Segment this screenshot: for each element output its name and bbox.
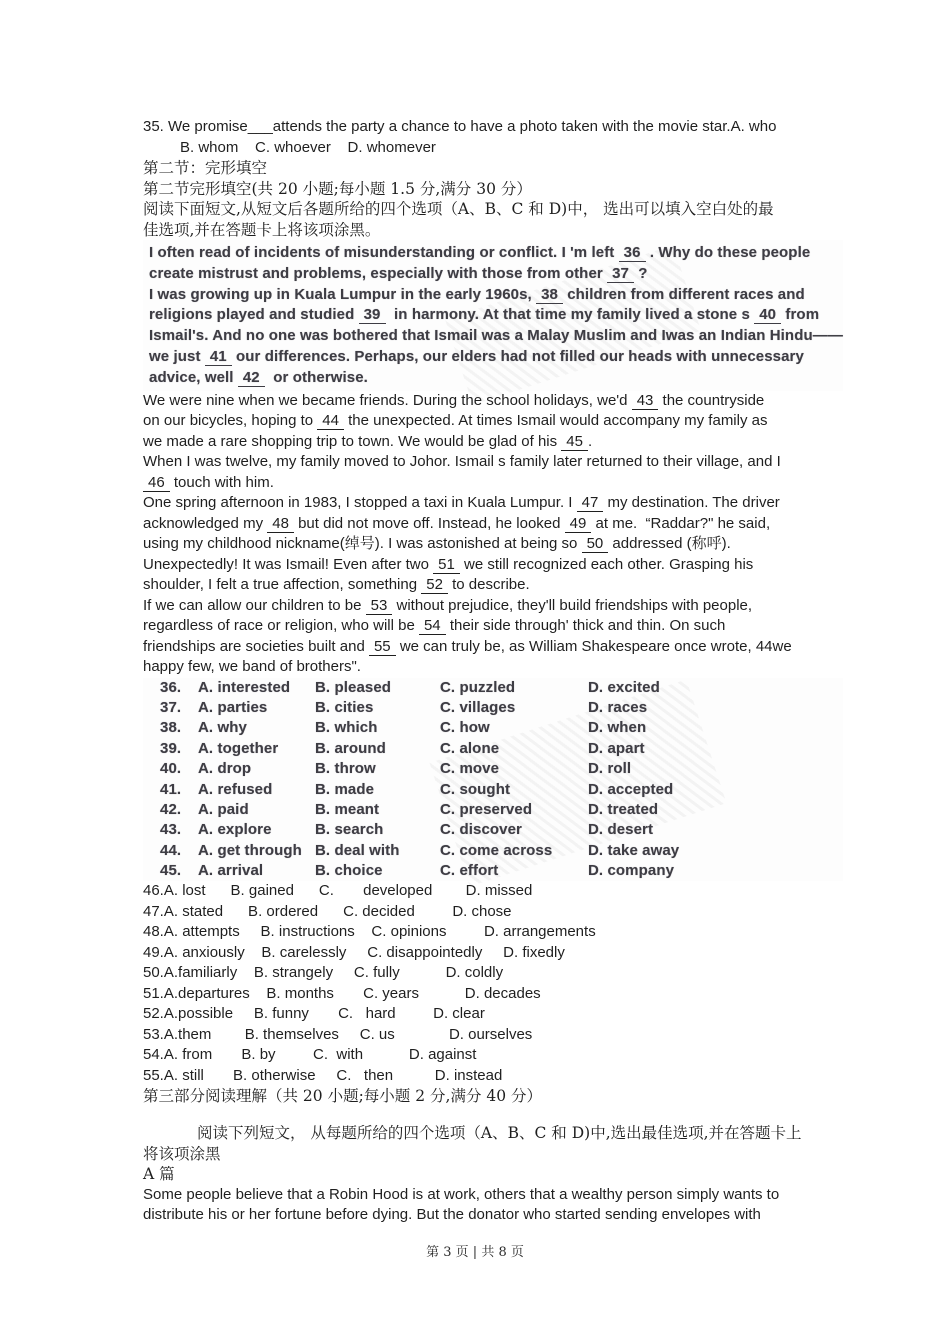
cloze-blank: 39: [359, 306, 386, 324]
option-b: B. deal with: [315, 841, 400, 859]
option-row-50: 50.A.familiarly B. strangely C. fully D. coldly: [143, 964, 504, 982]
option-b: B. cities: [315, 698, 374, 716]
option-number: 42.: [160, 800, 182, 818]
option-c: C. villages: [440, 698, 516, 716]
option-row-36: [143, 678, 843, 698]
option-c: C. alone: [440, 739, 500, 757]
cloze-body-line: 46 touch with him.: [143, 473, 843, 494]
cloze-blank: 37: [607, 265, 634, 283]
option-row-54: 54.A. from B. by C. with D. against: [143, 1046, 477, 1064]
option-d: D. company: [588, 862, 675, 880]
option-row-52: 52.A.possible B. funny C. hard D. clear: [143, 1005, 485, 1023]
cloze-body-line: on our bicycles, hoping to 44 the unexpected. At times Ismail would accompany my family as: [143, 412, 768, 430]
option-row-41: [143, 780, 843, 800]
option-number: 41.: [160, 780, 182, 798]
cloze-body-line: We were nine when we became friends. During the school holidays, we'd 43 the countryside: [143, 391, 765, 409]
option-d: D. apart: [588, 739, 645, 757]
section3-instructions-line1: 阅读下列短文， 从每题所给的四个选项（A、B、C 和 D)中,选出最佳选项,并在答题卡上: [197, 1124, 802, 1143]
option-a: A. drop: [198, 760, 252, 778]
option-d: D. excited: [588, 678, 660, 696]
option-row-46: 46.A. lost B. gained C. developed D. missed: [143, 882, 533, 900]
cloze-body-line: One spring afternoon in 1983, I stopped a taxi in Kuala Lumpur. I 47 my destination. The driver: [143, 494, 780, 512]
cloze-line: advice, well 42 or otherwise.: [149, 368, 368, 386]
cloze-blank: 36: [619, 244, 646, 262]
cloze-line: Ismail's. And no one was bothered that Ismail was a Malay Muslim and Iwas an Indian Hindu——: [149, 327, 843, 345]
option-c: C. move: [440, 760, 500, 778]
option-d: D. desert: [588, 821, 654, 839]
cloze-line: I was growing up in Kuala Lumpur in the early 1960s, 38 children from different races and: [149, 285, 805, 303]
option-b: B. choice: [315, 862, 383, 880]
cloze-blank: 46: [143, 474, 170, 492]
cloze-blank: 51: [433, 556, 460, 574]
cloze-body-line: friendships are societies built and 55 we can truly be, as William Shakespeare once wrote, 44we: [143, 637, 792, 655]
option-b: B. pleased: [315, 678, 392, 696]
cloze-body-line: happy few, we band of brothers".: [143, 658, 361, 676]
cloze-line: religions played and studied 39 in harmony. At that time my family lived a stone s 40 from: [149, 306, 820, 324]
option-a: A. why: [198, 719, 247, 737]
cloze-blank: 52: [421, 576, 448, 594]
options-36-45-scanned: [143, 678, 843, 882]
option-a: A. arrival: [198, 862, 264, 880]
section3-title: 第三部分阅读理解（共 20 小题;每小题 2 分,满分 40 分）: [143, 1087, 543, 1106]
option-d: D. roll: [588, 760, 632, 778]
option-d: D. when: [588, 719, 647, 737]
cloze-line: I often read of incidents of misunderstanding or conflict. I 'm left 36 . Why do these people: [149, 244, 811, 261]
option-row-53: 53.A.them B. themselves C. us D. ourselves: [143, 1025, 533, 1043]
cloze-blank: 40: [754, 306, 781, 324]
option-b: B. throw: [315, 760, 376, 778]
passage-a-line: distribute his or her fortune before dying. But the donator who started sending envelopes with: [143, 1206, 761, 1224]
option-number: 37.: [160, 698, 182, 716]
option-number: 45.: [160, 862, 182, 880]
cloze-blank: 50: [582, 535, 609, 553]
cloze-body-line: we made a rare shopping trip to town. We would be glad of his 45 .: [143, 432, 593, 450]
cloze-body-line: acknowledged my 48 but did not move off. Instead, he looked 49 at me. “Raddar?" he said,: [143, 514, 771, 532]
cloze-body-line: using my childhood nickname(绰号). I was astonished at being so 50 addressed (称呼).: [143, 535, 731, 553]
cloze-blank: 38: [536, 286, 563, 304]
cloze-blank: 44: [317, 412, 344, 430]
cloze-blank: 54: [419, 617, 446, 635]
option-c: C. puzzled: [440, 678, 516, 696]
option-row-51: 51.A.departures B. months C. years D. decades: [143, 984, 541, 1002]
cloze-passage-scanned: [143, 240, 843, 391]
option-row-48: 48.A. attempts B. instructions C. opinions D. arrangements: [143, 923, 596, 941]
option-a: A. together: [198, 739, 279, 757]
option-row-37: [143, 698, 843, 718]
option-c: C. come across: [440, 841, 553, 859]
cloze-blank: 45: [561, 433, 588, 451]
option-a: A. explore: [198, 821, 272, 839]
blank-line: [143, 1107, 843, 1124]
question-35-options: B. whom C. whoever D. whomever: [180, 138, 436, 156]
section2-instructions-line2: 佳选项,并在答题卡上将该项涂黑。: [143, 220, 381, 239]
option-d: D. accepted: [588, 780, 674, 798]
passage-a-label: A 篇: [143, 1165, 175, 1184]
option-number: 36.: [160, 678, 182, 696]
option-number: 38.: [160, 719, 182, 737]
option-b: B. which: [315, 719, 378, 737]
option-c: C. how: [440, 719, 490, 737]
cloze-line: create mistrust and problems, especially with those from other 37 ?: [149, 264, 648, 282]
cloze-body-line: When I was twelve, my family moved to Johor. Ismail s family later returned to their village, and I: [143, 453, 781, 471]
option-row-44: [143, 841, 843, 861]
section2-subtitle: 第二节完形填空(共 20 小题;每小题 1.5 分,满分 30 分）: [143, 179, 532, 198]
cloze-blank: 49: [565, 515, 592, 533]
option-row-38: [143, 718, 843, 738]
cloze-blank: 48: [267, 515, 294, 533]
option-a: A. refused: [198, 780, 273, 798]
option-a: A. get through: [198, 841, 302, 859]
cloze-body-line: If we can allow our children to be 53 without prejudice, they'll build friendships with people,: [143, 596, 753, 614]
option-a: A. interested: [198, 678, 291, 696]
option-row-43: [143, 820, 843, 840]
option-a: A. paid: [198, 800, 249, 818]
passage-a-line: Some people believe that a Robin Hood is at work, others that a wealthy person simply wants to: [143, 1185, 780, 1203]
cloze-body-line: Unexpectedly! It was Ismail! Even after two 51 we still recognized each other. Grasping his: [143, 555, 754, 573]
cloze-line: we just 41 our differences. Perhaps, our elders had not filled our heads with unnecessary: [149, 347, 804, 365]
option-row-47: 47.A. stated B. ordered C. decided D. chose: [143, 902, 512, 920]
cloze-blank: 47: [577, 494, 604, 512]
option-row-39: [143, 739, 843, 759]
section3-instructions-line2: 将该项涂黑: [143, 1144, 221, 1163]
cloze-blank: 53: [366, 597, 393, 615]
option-c: C. discover: [440, 821, 522, 839]
option-row-40: [143, 759, 843, 779]
cloze-body-line: shoulder, I felt a true affection, something 52 to describe.: [143, 576, 530, 594]
option-row-42: [143, 800, 843, 820]
option-b: B. meant: [315, 800, 380, 818]
option-number: 39.: [160, 739, 182, 757]
cloze-blank: 55: [369, 638, 396, 656]
option-row-49: 49.A. anxiously B. carelessly C. disappointedly D. fixedly: [143, 943, 565, 961]
cloze-blank: 42: [238, 369, 265, 387]
option-d: D. take away: [588, 841, 680, 859]
cloze-blank: 41: [205, 348, 232, 366]
cloze-body-line: regardless of race or religion, who will be 54 their side through' thick and thin. On such: [143, 617, 726, 635]
option-number: 43.: [160, 821, 182, 839]
option-row-45: [143, 861, 843, 881]
option-b: B. around: [315, 739, 386, 757]
option-number: 44.: [160, 841, 182, 859]
option-d: D. treated: [588, 800, 659, 818]
page-number-footer: 第 3 页 | 共 8 页: [426, 1245, 524, 1260]
option-b: B. search: [315, 821, 384, 839]
option-c: C. preserved: [440, 800, 533, 818]
option-d: D. races: [588, 698, 648, 716]
option-c: C. effort: [440, 862, 499, 880]
option-row-55: 55.A. still B. otherwise C. then D. instead: [143, 1066, 503, 1084]
option-b: B. made: [315, 780, 375, 798]
question-35-stem: 35. We promise___attends the party a chance to have a photo taken with the movie star.A. who: [143, 118, 777, 135]
section2-instructions-line1: 阅读下面短文,从短文后各题所给的四个选项（A、B、C 和 D)中， 选出可以填入空白处的最: [143, 200, 774, 218]
option-c: C. sought: [440, 780, 511, 798]
section2-title: 第二节：完形填空: [143, 159, 268, 177]
cloze-blank: 43: [632, 392, 659, 410]
option-number: 40.: [160, 760, 182, 778]
option-a: A. parties: [198, 698, 268, 716]
